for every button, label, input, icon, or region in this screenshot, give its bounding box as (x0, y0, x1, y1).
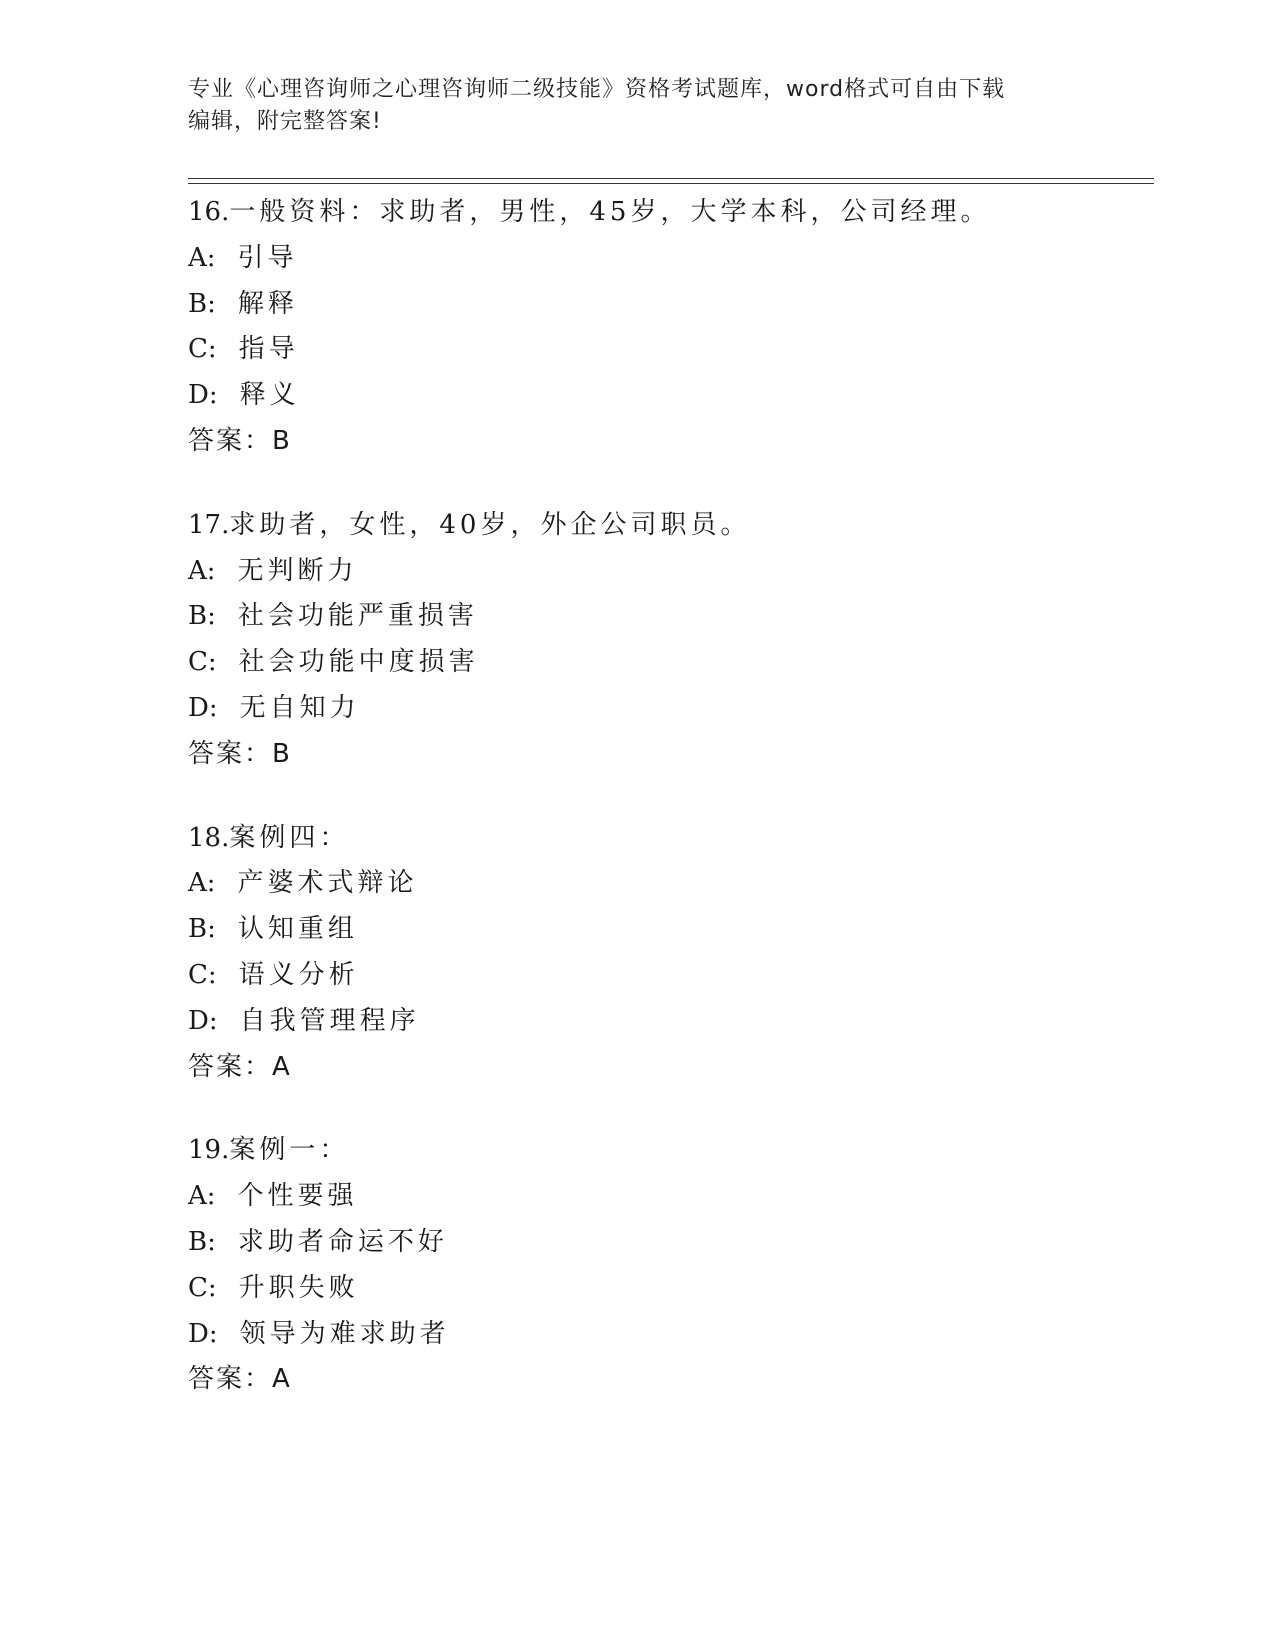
option-letter: A: (188, 242, 216, 273)
question-number: 18. (188, 822, 230, 853)
option-letter: D: (188, 380, 218, 411)
option-text: 产婆术式辩论 (237, 868, 418, 899)
option-b (188, 1220, 1148, 1266)
option-text: 社会功能中度损害 (238, 647, 479, 678)
option-a (188, 549, 1148, 595)
option-a (188, 236, 1148, 282)
option-letter: B: (188, 914, 216, 945)
option-b (188, 594, 1148, 640)
option-c (188, 1266, 1148, 1312)
answer-line: 答案：B (188, 738, 292, 769)
option-letter: D: (188, 1318, 218, 1349)
option-text: 领导为难求助者 (239, 1318, 450, 1349)
option-b (188, 907, 1148, 953)
question-stem (188, 1128, 1148, 1174)
option-text: 引导 (237, 242, 298, 273)
header-divider-bottom (188, 183, 1154, 184)
option-text: 个性要强 (237, 1181, 358, 1212)
option-d (188, 1312, 1148, 1358)
question-stem (188, 816, 1148, 862)
question-19 (188, 1128, 1148, 1403)
question-stem (188, 190, 1148, 236)
option-letter: B: (188, 288, 216, 319)
question-list (188, 190, 1148, 1403)
question-number: 19. (188, 1135, 230, 1166)
question-text: 案例四： (229, 822, 350, 853)
option-d (188, 373, 1148, 419)
option-c (188, 327, 1148, 373)
option-c (188, 640, 1148, 686)
option-text: 求助者命运不好 (237, 1226, 448, 1257)
header-line-1: 专业《心理咨询师之心理咨询师二级技能》资格考试题库，word格式可自由下载 (188, 77, 1006, 102)
option-text: 释义 (239, 380, 300, 411)
option-letter: A: (188, 868, 216, 899)
option-text: 指导 (238, 334, 299, 365)
question-text: 一般资料：求助者，男性，45岁，大学本科，公司经理。 (229, 197, 991, 227)
question-number: 17. (188, 509, 230, 540)
option-text: 升职失败 (238, 1272, 359, 1303)
question-text: 求助者，女性，40岁，外企公司职员。 (229, 509, 751, 540)
option-letter: A: (188, 555, 216, 586)
answer-line: 答案：A (188, 1364, 292, 1395)
option-text: 无判断力 (237, 555, 358, 586)
question-17 (188, 503, 1148, 778)
option-text: 社会功能严重损害 (237, 601, 478, 632)
option-text: 解释 (237, 288, 298, 319)
question-number: 16. (188, 197, 230, 227)
document-header (188, 74, 1088, 138)
option-a (188, 861, 1148, 907)
option-text: 自我管理程序 (239, 1005, 420, 1036)
option-letter: C: (188, 647, 217, 678)
option-text: 语义分析 (238, 959, 359, 990)
header-divider-top (188, 178, 1154, 179)
option-letter: A: (188, 1181, 216, 1212)
answer-line: 答案：B (188, 425, 292, 456)
option-letter: B: (188, 601, 216, 632)
question-18 (188, 816, 1148, 1091)
option-d (188, 686, 1148, 732)
option-a (188, 1174, 1148, 1220)
option-c (188, 953, 1148, 999)
option-text: 无自知力 (239, 692, 360, 723)
option-letter: C: (188, 959, 217, 990)
option-letter: C: (188, 1272, 217, 1303)
header-line-2: 编辑，附完整答案! (188, 109, 382, 134)
option-letter: D: (188, 1005, 218, 1036)
option-letter: B: (188, 1226, 216, 1257)
option-letter: C: (188, 334, 217, 365)
option-b (188, 282, 1148, 328)
question-text: 案例一： (229, 1135, 350, 1166)
answer-line: 答案：A (188, 1051, 292, 1082)
option-d (188, 999, 1148, 1045)
option-letter: D: (188, 692, 218, 723)
question-stem (188, 503, 1148, 549)
option-text: 认知重组 (237, 914, 358, 945)
question-16 (188, 190, 1148, 465)
